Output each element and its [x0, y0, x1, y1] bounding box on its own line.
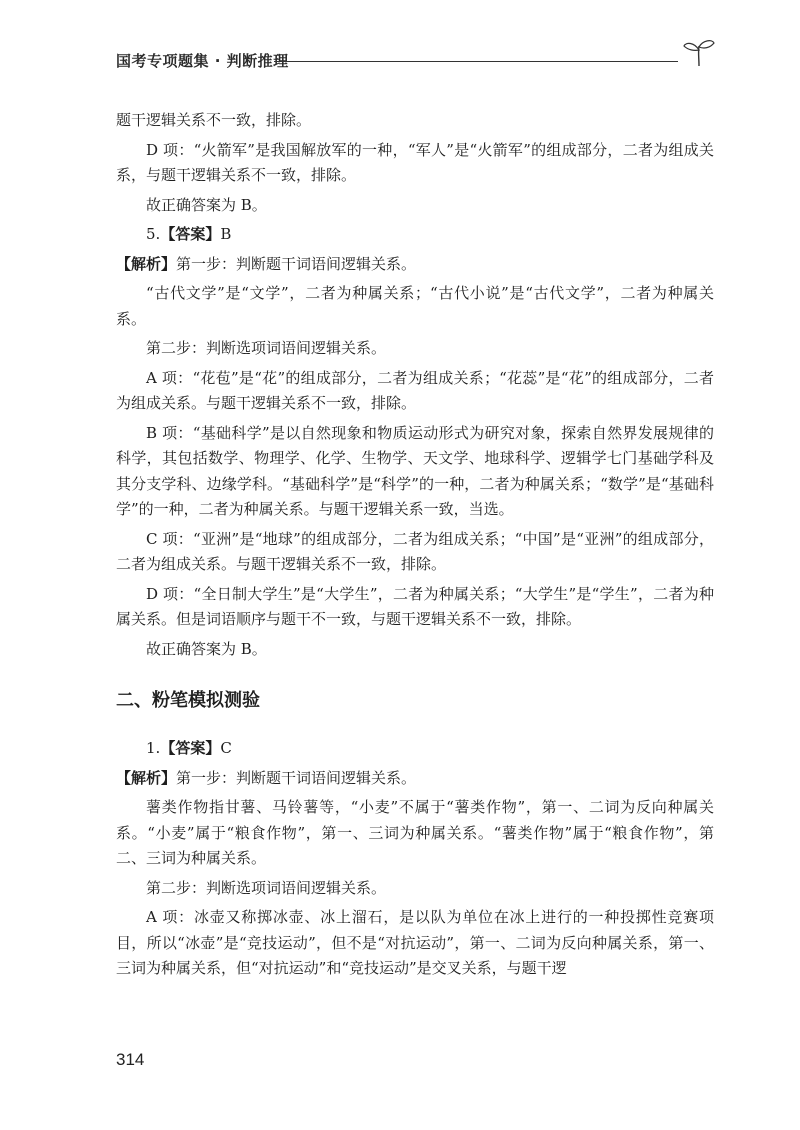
option-a-analysis: A 项：冰壶又称掷冰壶、冰上溜石，是以队为单位在冰上进行的一种投掷性竞赛项目，所以“冰壶”是“竞技运动”，但不是“对抗运动”，第一、二词为反向种属关系，第一、三词为种属关系，但“对抗运动”和“竞技运动”是交叉关系，与题干逻	[116, 908, 714, 977]
question-5-step1	[116, 252, 714, 278]
question-number: 1.	[146, 739, 161, 757]
conclusion: 故正确答案为 B。	[146, 639, 267, 658]
answer-label: 【答案】	[160, 225, 221, 243]
analysis-label: 【解析】	[116, 768, 177, 787]
question-number: 5.	[146, 225, 161, 243]
question-1-answer	[116, 736, 714, 762]
step-2: 第二步：判断选项词语间逻辑关系。	[146, 878, 387, 897]
option-b-analysis: B 项：“基础科学”是以自然现象和物质运动形式为研究对象，探索自然界发展规律的科学，其包括数学、物理学、化学、生物学、天文学、地球科学、逻辑学七门基础学科及其分支学科、边缘学科。“基础科学”是“科学”的一种，二者为种属关系；“数学”是“基础科学”的一种，二者为种属关系。与题干逻辑关系一致，当选。	[116, 423, 714, 518]
option-a-analysis: A 项：“花苞”是“花”的组成部分，二者为组成关系；“花蕊”是“花”的组成部分，二者为组成关系。与题干逻辑关系不一致，排除。	[116, 368, 714, 412]
page-body	[116, 108, 714, 986]
answer-value: B	[220, 225, 232, 243]
conclusion: 故正确答案为 B。	[146, 195, 267, 214]
question-1-step1	[116, 766, 714, 792]
option-c-analysis: C 项：“亚洲”是“地球”的组成部分，二者为组成关系；“中国”是“亚洲”的组成部分，二者为组成关系。与题干逻辑关系不一致，排除。	[116, 529, 714, 573]
header-title: 国考专项题集 · 判断推理	[116, 52, 289, 70]
page-number: 314	[116, 1050, 145, 1069]
paragraph: 题干逻辑关系不一致，排除。	[116, 111, 312, 129]
step-text: 第一步：判断题干词语间逻辑关系。	[176, 254, 417, 273]
step-2: 第二步：判断选项词语间逻辑关系。	[146, 339, 387, 357]
header-rule	[274, 61, 678, 62]
analysis-label: 【解析】	[116, 254, 177, 273]
paragraph: “古代文学”是“文学”，二者为种属关系；“古代小说”是“古代文学”，二者为种属关系。	[116, 284, 714, 328]
question-5-answer	[116, 222, 714, 248]
paragraph: 薯类作物指甘薯、马铃薯等，“小麦”不属于“薯类作物”，第一、二词为反向种属关系。“小麦”属于“粮食作物”，第一、三词为种属关系。“薯类作物”属于“粮食作物”，第二、三词为种属关系。	[116, 798, 714, 867]
running-header	[116, 50, 716, 74]
section-heading: 二、粉笔模拟测验	[116, 690, 260, 711]
answer-value: C	[220, 739, 232, 757]
option-d-analysis: D 项：“火箭军”是我国解放军的一种，“军人”是“火箭军”的组成部分，二者为组成关系，与题干逻辑关系不一致，排除。	[116, 140, 714, 184]
option-d-analysis: D 项：“全日制大学生”是“大学生”，二者为种属关系；“大学生”是“学生”，二者为种属关系。但是词语顺序与题干不一致，与题干逻辑关系不一致，排除。	[116, 584, 714, 628]
sprout-icon	[682, 38, 716, 68]
answer-label: 【答案】	[160, 739, 221, 757]
step-text: 第一步：判断题干词语间逻辑关系。	[176, 768, 417, 787]
